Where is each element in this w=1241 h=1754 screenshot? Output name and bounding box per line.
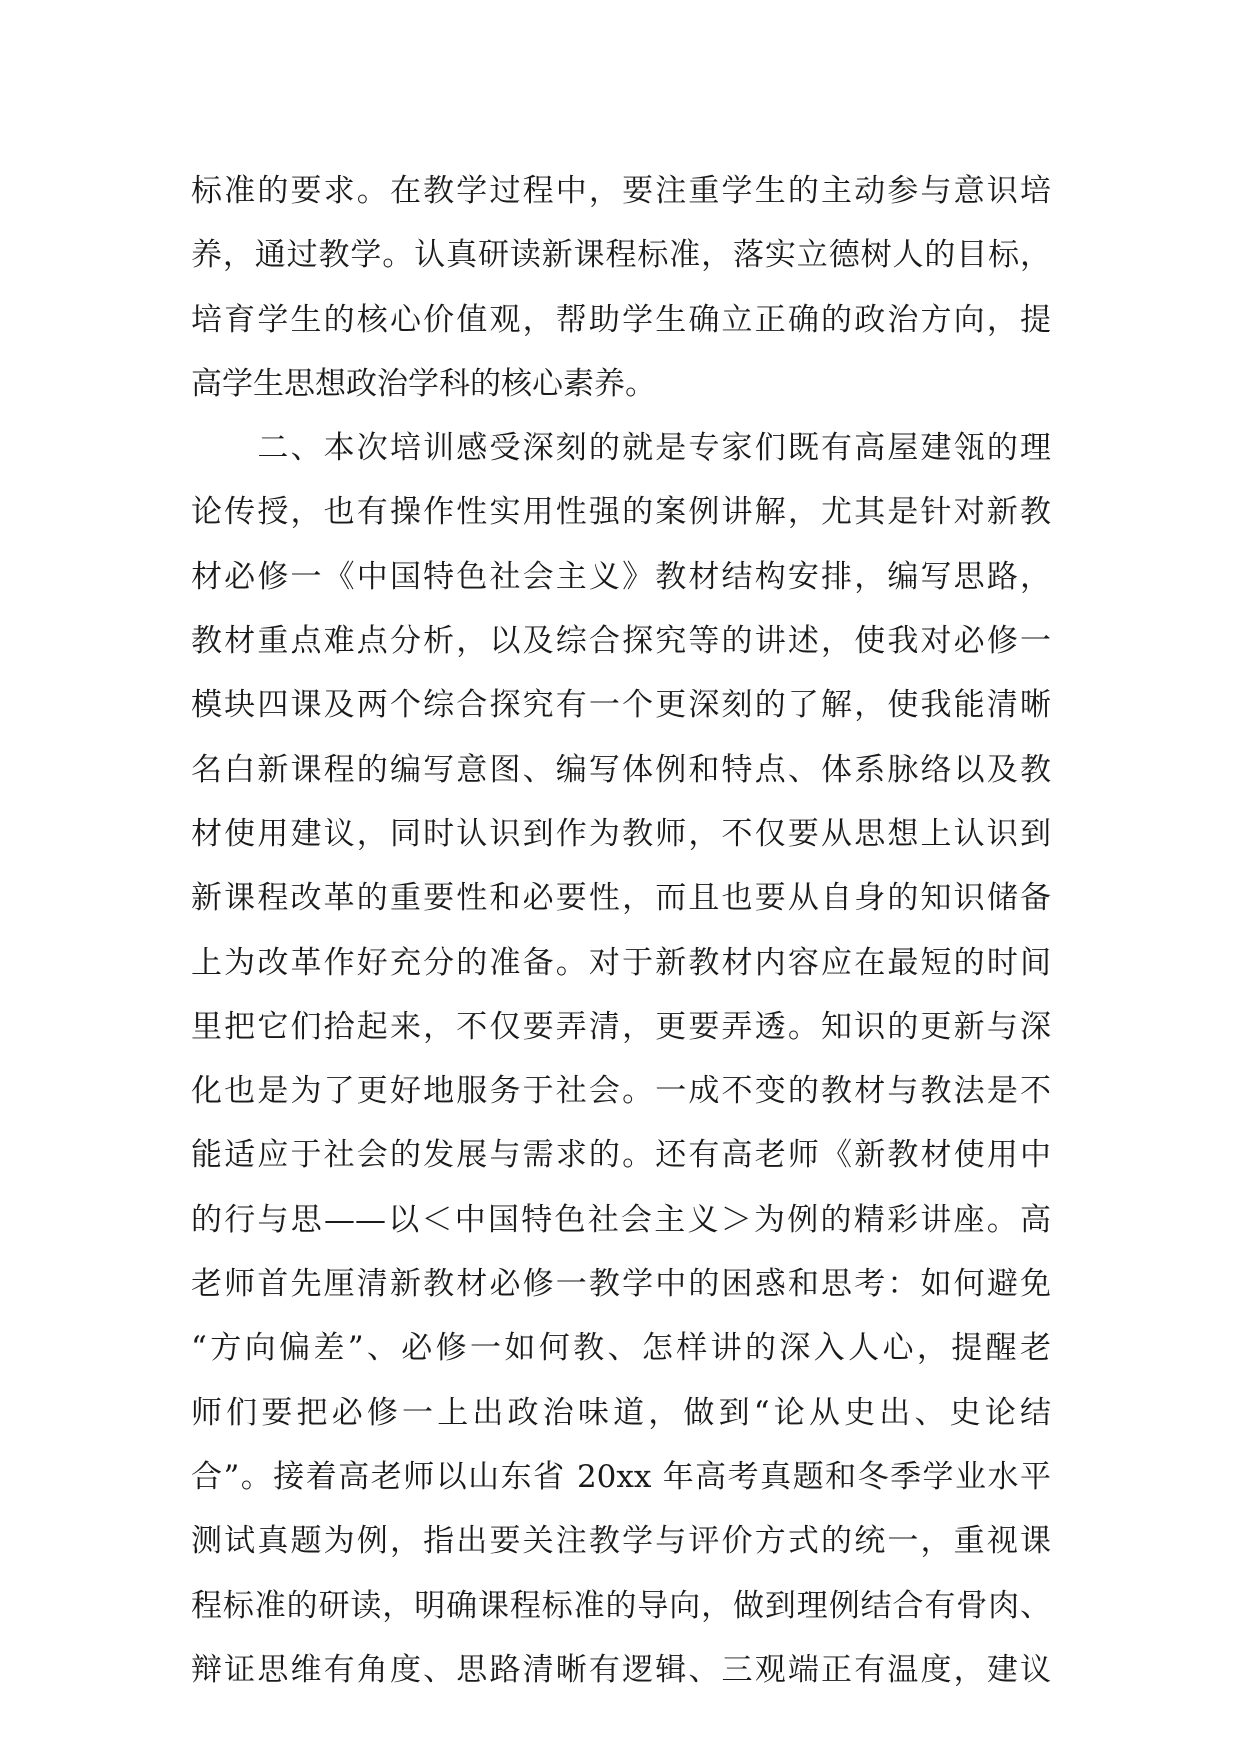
- text-line: 辩证思维有角度、思路清晰有逻辑、三观端正有温度，建议: [191, 1651, 1051, 1688]
- text-line: 二、本次培训感受深刻的就是专家们既有高屋建瓴的理: [191, 430, 1051, 467]
- text-line: 论传授，也有操作性实用性强的案例讲解，尤其是针对新教: [191, 494, 1051, 531]
- text-line: 高学生思想政治学科的核心素养。: [191, 365, 656, 402]
- text-line: 里把它们拾起来，不仅要弄清，更要弄透。知识的更新与深: [191, 1008, 1051, 1045]
- text-line: 标准的要求。在教学过程中，要注重学生的主动参与意识培: [191, 173, 1051, 209]
- text-line: 能适应于社会的发展与需求的。还有高老师《新教材使用中: [191, 1137, 1051, 1174]
- text-line: 新课程改革的重要性和必要性，而且也要从自身的知识储备: [191, 880, 1051, 917]
- text-line: 化也是为了更好地服务于社会。一成不变的教材与教法是不: [191, 1073, 1051, 1110]
- text-line: 上为改革作好充分的准备。对于新教材内容应在最短的时间: [191, 944, 1051, 981]
- text-line: 材使用建议，同时认识到作为教师，不仅要从思想上认识到: [191, 815, 1051, 852]
- text-line: 测试真题为例，指出要关注教学与评价方式的统一，重视课: [191, 1523, 1051, 1560]
- body-text: [191, 159, 1051, 1702]
- text-line: 程标准的研读，明确课程标准的导向，做到理例结合有骨肉、: [191, 1587, 1051, 1624]
- text-line: 材必修一《中国特色社会主义》教材结构安排，编写思路，: [191, 558, 1051, 595]
- text-line: “方向偏差”、必修一如何教、怎样讲的深入人心，提醒老: [191, 1330, 1051, 1367]
- text-line: 模块四课及两个综合探究有一个更深刻的了解，使我能清晰: [191, 687, 1051, 724]
- text-line: 养，通过教学。认真研读新课程标准，落实立德树人的目标，: [191, 237, 1051, 274]
- text-line: 名白新课程的编写意图、编写体例和特点、体系脉络以及教: [191, 751, 1051, 788]
- text-line: 的行与思——以＜中国特色社会主义＞为例的精彩讲座。高: [191, 1201, 1051, 1238]
- text-line: 师们要把必修一上出政治味道，做到“论从史出、史论结: [191, 1394, 1051, 1431]
- text-line: 培育学生的核心价值观，帮助学生确立正确的政治方向，提: [191, 301, 1051, 338]
- text-line: 教材重点难点分析，以及综合探究等的讲述，使我对必修一: [191, 623, 1051, 660]
- text-line: 合”。接着高老师以山东省 20xx 年高考真题和冬季学业水平: [191, 1458, 1051, 1495]
- text-line: 老师首先厘清新教材必修一教学中的困惑和思考：如何避免: [191, 1266, 1051, 1303]
